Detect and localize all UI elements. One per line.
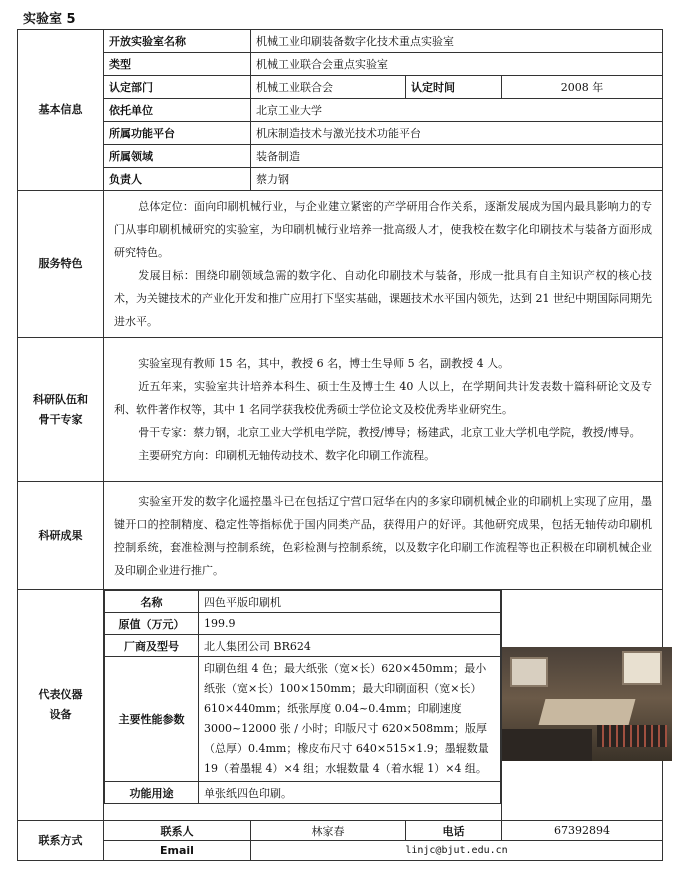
service-text (104, 191, 663, 338)
label-equip-name: 名称 (105, 591, 199, 613)
value-leader: 蔡力钢 (251, 168, 663, 191)
value-contact-person: 林家春 (251, 821, 406, 841)
label-department: 认定部门 (104, 76, 251, 99)
value-type: 机械工业联合会重点实验室 (251, 53, 663, 76)
results-paragraph: 实验室开发的数字化遥控墨斗已在包括辽宁营口冠华在内的多家印刷机械企业的印刷机上实现了应用，墨键开口的控制精度、稳定性等指标优于国内同类产品，获得用户的好评。其他研究成果，包括无轴传动印刷机控制系统，套准检测与控制系统，色彩检测与控制系统，以及数字化印刷工作流程等也正积极在印刷机械企业及印刷企业进行推广。 (114, 494, 653, 577)
section-team-line2: 骨干专家 (38, 412, 83, 426)
equipment-photo-cell (502, 590, 663, 821)
value-phone: 67392894 (502, 821, 663, 841)
value-field: 装备制造 (251, 145, 663, 168)
lab-info-table (17, 29, 663, 861)
value-equip-maker: 北人集团公司 BR624 (199, 635, 501, 657)
label-type: 类型 (104, 53, 251, 76)
section-equipment-line1: 代表仪器 (38, 688, 83, 701)
section-basic: 基本信息 (18, 30, 104, 191)
section-service: 服务特色 (18, 191, 104, 338)
value-host: 北京工业大学 (251, 99, 663, 122)
section-team (18, 338, 104, 482)
label-lab-name: 开放实验室名称 (104, 30, 251, 53)
label-equip-maker: 厂商及型号 (105, 635, 199, 657)
service-paragraph: 发展目标：围绕印刷领域急需的数字化、自动化印刷技术与装备，形成一批具有自主知识产权的核心技术，为关键技术的产业化开发和推广应用打下坚实基础，课题技术水平国内领先，达到 21 世纪中期国际同期先进水平。 (114, 269, 653, 328)
value-department: 机械工业联合会 (251, 76, 406, 99)
label-equip-price: 原值（万元） (105, 613, 199, 635)
section-equipment-line2: 设备 (49, 708, 72, 721)
label-email: Email (104, 841, 251, 861)
team-paragraph: 主要研究方向：印刷机无轴传动技术、数字化印刷工作流程。 (138, 449, 436, 462)
label-platform: 所属功能平台 (104, 122, 251, 145)
section-results: 科研成果 (18, 482, 104, 590)
label-field: 所属领域 (104, 145, 251, 168)
results-text (104, 482, 663, 590)
value-equip-use: 单张纸四色印刷。 (199, 782, 501, 804)
label-date: 认定时间 (406, 76, 502, 99)
label-leader: 负责人 (104, 168, 251, 191)
value-platform: 机床制造技术与激光技术功能平台 (251, 122, 663, 145)
team-paragraph: 实验室现有教师 15 名，其中，教授 6 名，博士生导师 5 名，副教授 4 人。 (138, 357, 510, 370)
label-contact-person: 联系人 (104, 821, 251, 841)
service-paragraph: 总体定位：面向印刷机械行业，与企业建立紧密的产学研用合作关系，逐渐发展成为国内最具影响力的专门从事印刷机械研究的实验室，为印刷机械行业培养一批高级人才，使我校在数字化印刷技术与装备方面形成研究特色。 (114, 200, 653, 259)
value-email: linjc@bjut.edu.cn (251, 841, 663, 861)
team-text (104, 338, 663, 482)
value-equip-name: 四色平版印刷机 (199, 591, 501, 613)
label-host: 依托单位 (104, 99, 251, 122)
team-paragraph: 近五年来，实验室共计培养本科生、硕士生及博士生 40 人以上，在学期间共计发表数十篇科研论文及专利、软件著作权等，其中 1 名同学获我校优秀硕士学位论文及校优秀毕业研究生。 (114, 380, 653, 416)
value-date: 2008 年 (502, 76, 663, 99)
equipment-details (104, 590, 502, 821)
label-equip-specs: 主要性能参数 (105, 657, 199, 782)
label-phone: 电话 (406, 821, 502, 841)
value-equip-specs: 印刷色组 4 色；最大纸张（宽×长）620×450mm；最小纸张（宽×长）100×150mm；最大印刷面积（宽×长）610×440mm；纸张厚度 0.04~0.4mm；印刷速度 3000~12000 张 / 小时；印版尺寸 620×508mm；版厚（总厚）0.4mm；橡皮布尺寸 640×515×1.9；墨辊数量 19（着墨辊 4）×4 组；水辊数量 4（着水辊 1）×4 组。 (199, 657, 501, 782)
team-paragraph: 骨干专家：蔡力钢，北京工业大学机电学院，教授/博导；杨建武，北京工业大学机电学院，教授/博导。 (138, 426, 641, 439)
label-equip-use: 功能用途 (105, 782, 199, 804)
equipment-table (104, 590, 501, 804)
section-contact: 联系方式 (18, 821, 104, 861)
page-heading: 实验室 5 (23, 12, 76, 27)
equipment-photo (502, 647, 672, 761)
section-team-line1: 科研队伍和 (33, 392, 88, 406)
value-equip-price: 199.9 (199, 613, 501, 635)
value-lab-name: 机械工业印刷装备数字化技术重点实验室 (251, 30, 663, 53)
section-equipment (18, 590, 104, 821)
